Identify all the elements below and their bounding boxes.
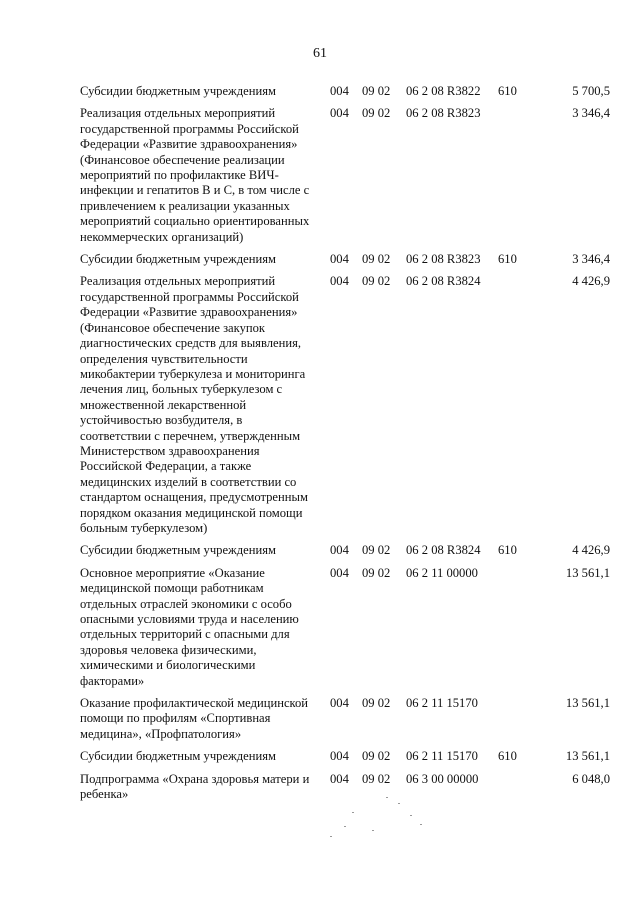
budget-table [80, 84, 610, 809]
row-expense-type: 610 [498, 543, 517, 558]
row-sum: 3 346,4 [572, 252, 610, 267]
row-section-code: 09 02 [362, 696, 391, 711]
row-target-code: 06 2 08 R3824 [406, 274, 481, 289]
row-sum: 13 561,1 [565, 696, 610, 711]
row-sum: 13 561,1 [565, 565, 610, 580]
row-section-code: 09 02 [362, 543, 391, 558]
row-expense-type: 610 [498, 749, 517, 764]
page-number: 61 [313, 46, 327, 61]
row-name: Реализация отдельных мероприятий государственной программы Российской Федерации «Развитие здравоохранения» (Финансовое обеспечение закупок диагностических средств для выявления, определения чувствительности микобактерии туберкулеза и мониторинга лечения лиц, больных туберкулезом с множественной лекарственной устойчивостью возбудителя, в соответствии с перечнем, утвержденным Министерством здравоохранения Российской Федерации, а также медицинских изделий в соответствии со стандартом оснащения, предусмотренным порядком оказания медицинской помощи больным туберкулезом) [80, 274, 308, 535]
table-row [80, 696, 610, 742]
row-ministry-code: 004 [330, 543, 349, 558]
row-ministry-code: 004 [330, 84, 349, 98]
row-ministry-code: 004 [330, 252, 349, 267]
table-row [80, 106, 610, 245]
row-ministry-code: 004 [330, 749, 349, 764]
row-section-code: 09 02 [362, 771, 391, 786]
table-row [80, 749, 610, 764]
table-row [80, 84, 610, 99]
row-name: Основное мероприятие «Оказание медицинской помощи работникам отдельных отраслей экономики с особо опасными условиями труда и населению отдельных территорий с опасными для здоровья человека физическими, химическими и биологическими факторами» [80, 565, 299, 688]
row-target-code: 06 2 08 R3822 [406, 84, 481, 98]
row-section-code: 09 02 [362, 274, 391, 289]
row-section-code: 09 02 [362, 84, 391, 98]
row-sum: 3 346,4 [572, 106, 610, 121]
row-name: Реализация отдельных мероприятий государственной программы Российской Федерации «Развитие здравоохранения» (Финансовое обеспечение реализации мероприятий по профилактике ВИЧ-инфекции и гепатитов B и C, в том числе с привлечением к реализации указанных мероприятий социально ориентированных некоммерческих организаций) [80, 106, 310, 244]
row-section-code: 09 02 [362, 106, 391, 121]
row-name: Подпрограмма «Охрана здоровья матери и ребенка» [80, 771, 310, 802]
row-ministry-code: 004 [330, 274, 349, 289]
table-row [80, 772, 610, 803]
table-row [80, 566, 610, 689]
row-section-code: 09 02 [362, 749, 391, 764]
row-name: Оказание профилактической медицинской помощи по профилям «Спортивная медицина», «Профпатология» [80, 696, 309, 741]
row-section-code: 09 02 [362, 565, 391, 580]
row-target-code: 06 2 11 15170 [406, 749, 478, 764]
table-row [80, 543, 610, 558]
row-target-code: 06 2 11 15170 [406, 696, 478, 711]
row-ministry-code: 004 [330, 106, 349, 121]
row-name: Субсидии бюджетным учреждениям [80, 252, 276, 267]
row-sum: 4 426,9 [572, 543, 610, 558]
row-expense-type: 610 [498, 84, 517, 98]
row-target-code: 06 2 08 R3824 [406, 543, 481, 558]
row-sum: 13 561,1 [565, 749, 610, 764]
row-sum: 6 048,0 [572, 771, 610, 786]
row-target-code: 06 3 00 00000 [406, 771, 479, 786]
row-target-code: 06 2 08 R3823 [406, 106, 481, 121]
row-ministry-code: 004 [330, 696, 349, 711]
row-target-code: 06 2 08 R3823 [406, 252, 481, 267]
row-target-code: 06 2 11 00000 [406, 565, 478, 580]
row-section-code: 09 02 [362, 252, 391, 267]
row-expense-type: 610 [498, 252, 517, 267]
row-sum: 4 426,9 [572, 274, 610, 289]
row-name: Субсидии бюджетным учреждениям [80, 749, 276, 764]
row-ministry-code: 004 [330, 771, 349, 786]
table-row [80, 274, 610, 536]
row-name: Субсидии бюджетным учреждениям [80, 543, 276, 558]
row-sum: 5 700,5 [572, 84, 610, 98]
table-row [80, 252, 610, 267]
row-ministry-code: 004 [330, 565, 349, 580]
row-name: Субсидии бюджетным учреждениям [80, 84, 276, 98]
